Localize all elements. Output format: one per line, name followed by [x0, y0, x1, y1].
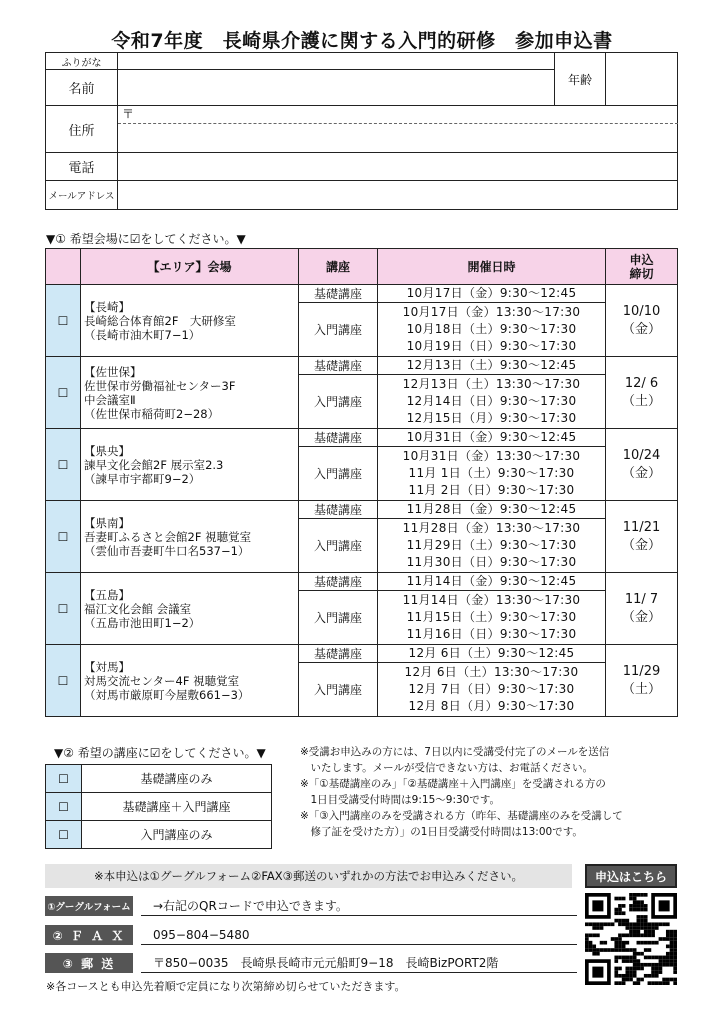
deadline-date: 12/ 6 [624, 375, 659, 391]
note-line: ※「③入門講座のみを受講される方（昨年、基礎講座のみを受講して [300, 810, 623, 822]
note-line: ※「①基礎講座のみ」「②基礎講座＋入門講座」を受講される方の [300, 778, 606, 790]
basic-course-label: 基礎講座 [299, 501, 378, 519]
intro-course-label: 入門講座 [299, 303, 378, 357]
address-label: 住所 [46, 106, 118, 153]
furigana-input[interactable] [118, 53, 554, 70]
venue-row [46, 573, 678, 591]
phone-input[interactable] [118, 153, 678, 181]
venue-place: 福江文化会館 会議室 [84, 601, 192, 616]
intro-date: 10月19日（日）9:30〜17:30 [406, 339, 577, 353]
method-text: 〒850−0035 長崎県長崎市元元船町9−18 長崎BizPORT2階 [141, 953, 577, 973]
venue-row [46, 357, 678, 375]
intro-date: 10月31日（金）13:30〜17:30 [402, 449, 581, 463]
method-tag: ② Ｆ Ａ Ｘ [45, 925, 133, 945]
intro-date: 11月28日（金）13:30〜17:30 [402, 521, 581, 535]
venue-address: （諫早市宇都町9−2） [84, 471, 201, 486]
venue-deadline [606, 429, 678, 501]
venue-address: （雲仙市吾妻町牛口名537−1） [84, 543, 250, 558]
venue-deadline [606, 285, 678, 357]
venue-place2: 中会議室Ⅱ [84, 392, 136, 407]
venue-address: （対馬市厳原町今屋敷661−3） [84, 687, 250, 702]
venue-checkbox[interactable]: ☐ [46, 429, 81, 501]
notes [300, 744, 690, 840]
venue-place: 吾妻町ふるさと会館2F 視聴覚室 [84, 529, 252, 544]
footer-note: ※各コースとも申込先着順で定員になり次第締め切らせていただきます。 [46, 980, 406, 993]
venue-area: 【五島】 [84, 587, 130, 602]
deadline-date: 11/21 [622, 519, 661, 535]
venue-location [81, 501, 299, 573]
intro-date: 12月13日（土）13:30〜17:30 [402, 377, 581, 391]
section2-heading: ▼② 希望の講座に☑をしてください。▼ [54, 746, 266, 760]
apply-instruction-bar: ※本申込は①グーグルフォーム②FAX③郵送のいずれかの方法でお申込みください。 [45, 864, 572, 888]
intro-date: 11月30日（日）9:30〜17:30 [406, 555, 577, 569]
basic-course-label: 基礎講座 [299, 429, 378, 447]
venue-location [81, 285, 299, 357]
venue-row [46, 645, 678, 663]
area-header: 【エリア】会場 [81, 249, 299, 285]
apply-here-badge: 申込はこちら [585, 864, 677, 888]
datetime-header: 開催日時 [378, 249, 606, 285]
venue-deadline [606, 573, 678, 645]
intro-date: 12月 6日（土）13:30〜17:30 [404, 665, 579, 679]
deadline-day: （金） [621, 321, 661, 337]
basic-course-date: 10月31日（金）9:30〜12:45 [378, 429, 606, 447]
age-input[interactable] [606, 53, 678, 106]
deadline-header-2: 締切 [629, 266, 654, 281]
venue-deadline [606, 645, 678, 717]
course-row[interactable] [46, 821, 272, 849]
intro-date: 11月16日（日）9:30〜17:30 [406, 627, 577, 641]
basic-course-label: 基礎講座 [299, 357, 378, 375]
deadline-date: 10/10 [622, 303, 661, 319]
name-label: 名前 [46, 70, 118, 106]
note-line: いたします。メールが受信できない方は、お電話ください。 [300, 762, 593, 774]
venue-place: 対馬交流センター4F 視聴覚室 [84, 673, 240, 688]
section1-heading: ▼① 希望会場に☑をしてください。▼ [46, 232, 246, 246]
venue-area: 【県央】 [84, 443, 130, 458]
email-input[interactable] [118, 181, 678, 209]
email-label: メールアドレス [46, 181, 118, 209]
age-label: 年齢 [554, 53, 606, 106]
venue-deadline [606, 501, 678, 573]
deadline-day: （土） [621, 393, 661, 409]
intro-course-dates [378, 519, 606, 573]
method-text: 095−804−5480 [141, 925, 577, 945]
address-input[interactable] [118, 106, 678, 153]
venue-row [46, 429, 678, 447]
intro-course-label: 入門講座 [299, 663, 378, 717]
venue-location [81, 429, 299, 501]
venue-place: 諫早文化会館2F 展示室2.3 [84, 457, 224, 472]
basic-course-label: 基礎講座 [299, 573, 378, 591]
deadline-header-1: 申込 [629, 252, 654, 267]
method-google-form [45, 896, 577, 916]
method-mail [45, 953, 577, 973]
intro-date: 11月 2日（日）9:30〜17:30 [408, 483, 575, 497]
venue-location [81, 573, 299, 645]
deadline-date: 11/ 7 [624, 591, 659, 607]
page-title: 令和7年度 長崎県介護に関する入門的研修 参加申込書 [111, 30, 613, 52]
furigana-label: ふりがな [46, 53, 118, 70]
intro-course-label: 入門講座 [299, 447, 378, 501]
venue-address: （佐世保市稲荷町2−28） [84, 406, 220, 421]
intro-course-dates [378, 375, 606, 429]
name-input[interactable] [118, 70, 554, 106]
basic-course-date: 12月 6日（土）9:30〜12:45 [378, 645, 606, 663]
postal-mark: 〒 [122, 107, 135, 121]
address-divider [118, 123, 678, 124]
method-fax [45, 925, 577, 945]
venue-checkbox[interactable]: ☐ [46, 645, 81, 717]
intro-date: 12月15日（月）9:30〜17:30 [406, 411, 577, 425]
venue-location [81, 645, 299, 717]
basic-course-label: 基礎講座 [299, 285, 378, 303]
venue-area: 【佐世保】 [84, 364, 142, 379]
venue-checkbox[interactable]: ☐ [46, 285, 81, 357]
venue-deadline [606, 357, 678, 429]
basic-course-date: 12月13日（土）9:30〜12:45 [378, 357, 606, 375]
intro-course-label: 入門講座 [299, 519, 378, 573]
intro-course-dates [378, 303, 606, 357]
venue-area: 【長崎】 [84, 299, 130, 314]
basic-course-label: 基礎講座 [299, 645, 378, 663]
personal-info-form [45, 52, 678, 210]
intro-date: 12月14日（日）9:30〜17:30 [406, 394, 577, 408]
intro-date: 11月15日（土）9:30〜17:30 [406, 610, 577, 624]
method-text: →右記のQRコードで申込できます。 [141, 896, 577, 916]
intro-course-dates [378, 447, 606, 501]
venue-location [81, 357, 299, 429]
checkbox-header [46, 249, 81, 285]
deadline-date: 10/24 [622, 447, 661, 463]
basic-course-date: 11月14日（金）9:30〜12:45 [378, 573, 606, 591]
intro-course-label: 入門講座 [299, 375, 378, 429]
venue-row [46, 285, 678, 303]
course-name: 入門講座のみ [82, 821, 272, 849]
venue-address: （五島市池田町1−2） [84, 615, 201, 630]
deadline-day: （金） [621, 465, 661, 481]
basic-course-date: 11月28日（金）9:30〜12:45 [378, 501, 606, 519]
intro-date: 12月 7日（日）9:30〜17:30 [408, 682, 575, 696]
method-tag: ③ 郵 送 [45, 953, 133, 973]
venue-checkbox[interactable]: ☐ [46, 573, 81, 645]
course-row[interactable] [46, 793, 272, 821]
note-line: 1日目受講受付時間は9:15〜9:30です。 [300, 794, 500, 806]
course-checkbox[interactable]: ☐ [46, 793, 82, 821]
intro-date: 10月17日（金）13:30〜17:30 [402, 305, 581, 319]
intro-course-dates [378, 663, 606, 717]
course-name: 基礎講座のみ [82, 765, 272, 793]
course-checkbox[interactable]: ☐ [46, 765, 82, 793]
method-tag: ①グーグルフォーム [45, 896, 133, 916]
qr-code-icon[interactable] [585, 893, 677, 985]
course-name: 基礎講座＋入門講座 [82, 793, 272, 821]
course-table [45, 764, 272, 849]
course-row[interactable] [46, 765, 272, 793]
intro-date: 10月18日（土）9:30〜17:30 [406, 322, 577, 336]
intro-date: 11月 1日（土）9:30〜17:30 [408, 466, 575, 480]
venue-place: 長崎総合体育館2F 大研修室 [84, 313, 236, 328]
note-line: ※受講お申込みの方には、7日以内に受講受付完了のメールを送信 [300, 746, 610, 758]
venue-row [46, 501, 678, 519]
course-checkbox[interactable]: ☐ [46, 821, 82, 849]
intro-course-dates [378, 591, 606, 645]
intro-course-label: 入門講座 [299, 591, 378, 645]
basic-course-date: 10月17日（金）9:30〜12:45 [378, 285, 606, 303]
deadline-day: （土） [621, 681, 661, 697]
intro-date: 12月 8日（月）9:30〜17:30 [408, 699, 575, 713]
deadline-day: （金） [621, 537, 661, 553]
deadline-header [606, 249, 678, 285]
venue-area: 【対馬】 [84, 659, 130, 674]
venue-table [45, 248, 678, 717]
venue-address: （長崎市油木町7−1） [84, 327, 201, 342]
venue-area: 【県南】 [84, 515, 130, 530]
deadline-day: （金） [621, 609, 661, 625]
deadline-date: 11/29 [622, 663, 661, 679]
note-line: 修了証を受けた方）」の1日目受講受付時間は13:00です。 [300, 826, 583, 838]
intro-date: 11月14日（金）13:30〜17:30 [402, 593, 581, 607]
venue-place: 佐世保市労働福祉センター3F [84, 378, 236, 393]
venue-checkbox[interactable]: ☐ [46, 357, 81, 429]
venue-checkbox[interactable]: ☐ [46, 501, 81, 573]
phone-label: 電話 [46, 153, 118, 181]
course-header: 講座 [299, 249, 378, 285]
intro-date: 11月29日（土）9:30〜17:30 [406, 538, 577, 552]
